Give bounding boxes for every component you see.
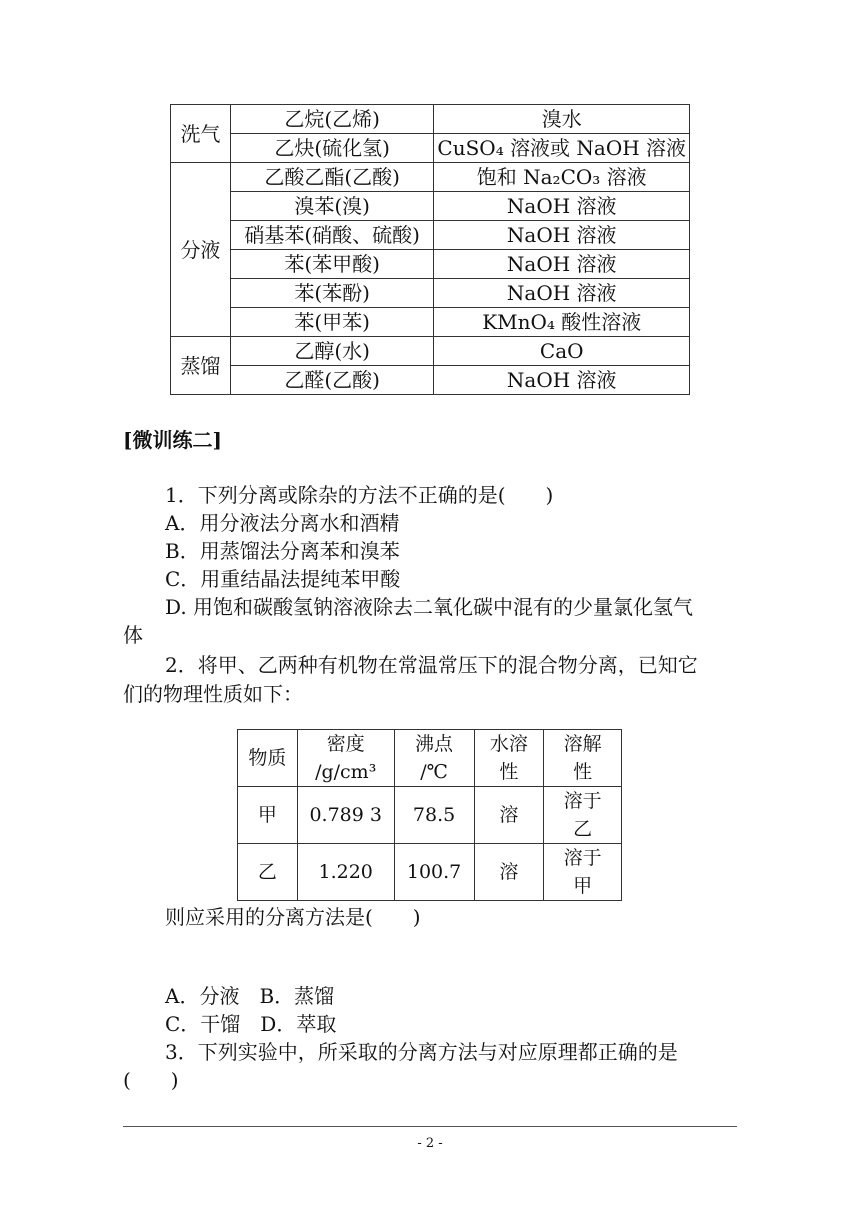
header-cell: 沸点 /℃ bbox=[394, 730, 474, 787]
table-header-row bbox=[238, 730, 622, 787]
reagent-cell: NaOH 溶液 bbox=[434, 366, 690, 395]
table-row bbox=[171, 192, 690, 221]
question-1-option-d-continued: 体 bbox=[123, 623, 143, 647]
mixture-cell: 乙炔(硫化氢) bbox=[230, 134, 434, 163]
question-2-stem: 2．将甲、乙两种有机物在常温常压下的混合物分离，已知它 bbox=[165, 653, 698, 677]
question-1-option-d: D. 用饱和碳酸氢钠溶液除去二氧化碳中混有的少量氯化氢气 bbox=[165, 595, 694, 619]
section-heading: [微训练二] bbox=[123, 428, 222, 452]
question-1-stem: 1．下列分离或除杂的方法不正确的是( ) bbox=[165, 483, 554, 507]
header-cell: 物质 bbox=[238, 730, 298, 787]
question-1-option-c: C．用重结晶法提纯苯甲酸 bbox=[165, 567, 401, 591]
table-row bbox=[171, 250, 690, 279]
mixture-cell: 苯(苯酚) bbox=[230, 279, 434, 308]
method-cell: 分液 bbox=[171, 163, 231, 337]
table-row bbox=[171, 221, 690, 250]
table-cell: 溶于 甲 bbox=[544, 844, 622, 901]
mixture-cell: 乙烷(乙烯) bbox=[230, 105, 434, 134]
separation-methods-table bbox=[170, 104, 690, 395]
question-1-option-a: A．用分液法分离水和酒精 bbox=[165, 511, 400, 535]
table-cell: 溶 bbox=[474, 787, 544, 844]
table-row bbox=[171, 366, 690, 395]
mixture-cell: 乙酸乙酯(乙酸) bbox=[230, 163, 434, 192]
table-row bbox=[171, 308, 690, 337]
reagent-cell: NaOH 溶液 bbox=[434, 221, 690, 250]
footer-divider bbox=[123, 1126, 737, 1127]
table-row bbox=[171, 105, 690, 134]
reagent-cell: NaOH 溶液 bbox=[434, 250, 690, 279]
question-1-option-b: B．用蒸馏法分离苯和溴苯 bbox=[165, 539, 400, 563]
table-cell: 100.7 bbox=[394, 844, 474, 901]
reagent-cell: CuSO₄ 溶液或 NaOH 溶液 bbox=[434, 134, 690, 163]
table-row bbox=[171, 279, 690, 308]
reagent-cell: 溴水 bbox=[434, 105, 690, 134]
header-cell: 密度 /g/cm³ bbox=[297, 730, 394, 787]
table-row bbox=[171, 134, 690, 163]
header-cell: 水溶 性 bbox=[474, 730, 544, 787]
table-row bbox=[171, 163, 690, 192]
table-cell: 乙 bbox=[238, 844, 298, 901]
mixture-cell: 苯(苯甲酸) bbox=[230, 250, 434, 279]
header-cell: 溶解 性 bbox=[544, 730, 622, 787]
question-2-stem-continued: 们的物理性质如下： bbox=[123, 682, 303, 706]
reagent-cell: NaOH 溶液 bbox=[434, 192, 690, 221]
question-2-options-cd: C．干馏 D．萃取 bbox=[165, 1012, 337, 1036]
table-cell: 溶 bbox=[474, 844, 544, 901]
mixture-cell: 硝基苯(硝酸、硫酸) bbox=[230, 221, 434, 250]
table-cell: 甲 bbox=[238, 787, 298, 844]
question-2-ask: 则应采用的分离方法是( ) bbox=[165, 905, 421, 929]
question-3-stem-continued: ( ) bbox=[123, 1068, 179, 1092]
physical-properties-table bbox=[237, 729, 622, 901]
table-row bbox=[238, 787, 622, 844]
page-number: - 2 - bbox=[417, 1136, 443, 1151]
reagent-cell: NaOH 溶液 bbox=[434, 279, 690, 308]
table-cell: 78.5 bbox=[394, 787, 474, 844]
question-2-options-ab: A．分液 B．蒸馏 bbox=[165, 984, 335, 1008]
mixture-cell: 乙醇(水) bbox=[230, 337, 434, 366]
table-cell: 溶于 乙 bbox=[544, 787, 622, 844]
reagent-cell: KMnO₄ 酸性溶液 bbox=[434, 308, 690, 337]
table-row bbox=[238, 844, 622, 901]
mixture-cell: 乙醛(乙酸) bbox=[230, 366, 434, 395]
table-cell: 0.789 3 bbox=[297, 787, 394, 844]
table-row bbox=[171, 337, 690, 366]
method-cell: 洗气 bbox=[171, 105, 231, 163]
reagent-cell: CaO bbox=[434, 337, 690, 366]
table-cell: 1.220 bbox=[297, 844, 394, 901]
method-cell: 蒸馏 bbox=[171, 337, 231, 395]
reagent-cell: 饱和 Na₂CO₃ 溶液 bbox=[434, 163, 690, 192]
question-3-stem: 3．下列实验中，所采取的分离方法与对应原理都正确的是 bbox=[165, 1040, 678, 1064]
mixture-cell: 溴苯(溴) bbox=[230, 192, 434, 221]
mixture-cell: 苯(甲苯) bbox=[230, 308, 434, 337]
